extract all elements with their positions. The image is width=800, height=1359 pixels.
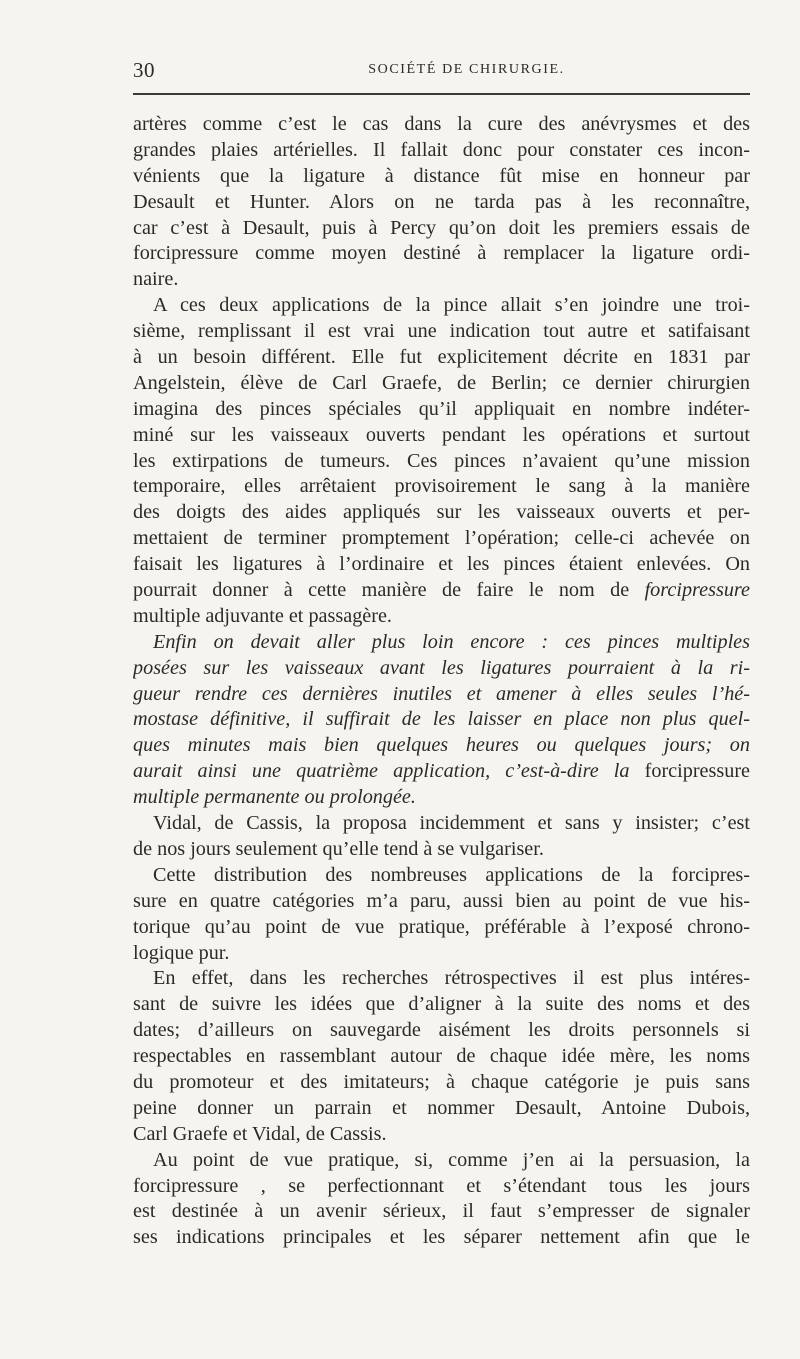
paragraph <box>133 863 750 967</box>
text-line: les extirpations de tumeurs. Ces pinces n’avaient qu’une mission <box>133 449 750 472</box>
page-header <box>133 58 750 86</box>
text-line: sième, remplissant il est vrai une indication tout autre et satifaisant <box>133 320 750 343</box>
text-line: forcipressure , se perfectionnant et s’étendant tous les jours <box>133 1174 750 1197</box>
header-rule <box>133 93 750 95</box>
text-line: imagina des pinces spéciales qu’il appliquait en nombre indéter- <box>133 397 750 420</box>
text-line: forcipressure comme moyen destiné à remplacer la ligature ordi- <box>133 242 750 265</box>
text-line: multiple adjuvante et passagère. <box>133 604 392 627</box>
text-line: logique pur. <box>133 941 230 964</box>
paragraph <box>133 112 750 293</box>
text-line <box>133 733 750 759</box>
paragraph <box>133 630 750 811</box>
text-line: A ces deux applications de la pince allait s’en joindre une troi- <box>153 294 750 317</box>
text-line <box>133 682 750 708</box>
text-line: temporaire, elles arrêtaient provisoirement le sang à la manière <box>133 475 750 498</box>
text-line: Vidal, de Cassis, la proposa incidemment et sans y insister; c’est <box>153 812 750 835</box>
paragraph <box>133 1148 750 1252</box>
text-line: du promoteur et des imitateurs; à chaque catégorie je puis sans <box>133 1070 750 1093</box>
text-line: artères comme c’est le cas dans la cure des anévrysmes et des <box>133 113 750 135</box>
text-line <box>133 656 750 682</box>
running-head: SOCIÉTÉ DE CHIRURGIE. <box>368 62 565 77</box>
text-line: Au point de vue pratique, si, comme j’en ai la persuasion, la <box>153 1148 750 1171</box>
text-line: de nos jours seulement qu’elle tend à se vulgariser. <box>133 837 544 860</box>
text-line: car c’est à Desault, puis à Percy qu’on doit les premiers essais de <box>133 216 750 239</box>
text-line: peine donner un parrain et nommer Desault, Antoine Dubois, <box>133 1096 750 1119</box>
paragraph <box>133 811 750 863</box>
italic-term: multiple permanente ou prolongée. <box>133 786 416 809</box>
italic-term: gueur rendre ces dernières inutiles et amener à elles seules l’hé- <box>133 682 750 705</box>
text-line <box>133 785 750 811</box>
text-line: respectables en rassemblant autour de chaque idée mère, les noms <box>133 1045 750 1068</box>
italic-term: ques minutes mais bien quelques heures ou quelques jours; on <box>133 734 750 757</box>
text-line: miné sur les vaisseaux ouverts pendant les opérations et surtout <box>133 423 750 446</box>
text-line: torique qu’au point de vue pratique, préférable à l’exposé chrono- <box>133 915 750 938</box>
text-line: à un besoin différent. Elle fut explicitement décrite en 1831 par <box>133 346 750 369</box>
text-line: sant de suivre les idées que d’aligner à la suite des noms et des <box>133 993 750 1016</box>
text-line: faisait les ligatures à l’ordinaire et les pinces étaient enlevées. On <box>133 553 750 576</box>
italic-term: aurait ainsi une quatrième application, c’est-à-dire la <box>133 760 645 783</box>
text-line: pourrait donner à cette manière de faire le nom de forcipressure <box>133 579 750 602</box>
text-line <box>133 630 750 656</box>
paragraph <box>133 966 750 1147</box>
text-line: En effet, dans les recherches rétrospectives il est plus intéres- <box>153 967 750 990</box>
paragraph <box>133 293 750 630</box>
italic-term: mostase définitive, il suffirait de les laisser en place non plus quel- <box>133 708 750 731</box>
text-line: naire. <box>133 268 179 291</box>
text-line: est destinée à un avenir sérieux, il faut s’empresser de signaler <box>133 1200 750 1223</box>
text-line: des doigts des aides appliqués sur les vaisseaux ouverts et per- <box>133 501 750 524</box>
text-line: mettaient de terminer promptement l’opération; celle-ci achevée on <box>133 527 750 550</box>
italic-term: forcipressure <box>644 579 750 602</box>
italic-term: posées sur les vaisseaux avant les ligatures pourraient à la ri- <box>133 656 750 679</box>
text-line: Cette distribution des nombreuses applications de la forcipres- <box>153 863 750 886</box>
body-text <box>133 112 750 1251</box>
text-line: sure en quatre catégories m’a paru, aussi bien au point de vue his- <box>133 889 750 912</box>
text-line: ses indications principales et les séparer nettement afin que le <box>133 1226 750 1249</box>
text-line: grandes plaies artérielles. Il fallait donc pour constater ces incon- <box>133 138 750 161</box>
text-line: Desault et Hunter. Alors on ne tarda pas à les reconnaître, <box>133 190 750 213</box>
text-line: vénients que la ligature à distance fût mise en honneur par <box>133 164 750 187</box>
text-line: Angelstein, élève de Carl Graefe, de Berlin; ce dernier chirurgien <box>133 371 750 394</box>
text-line: dates; d’ailleurs on sauvegarde aisément les droits personnels si <box>133 1019 750 1042</box>
text-line: aurait ainsi une quatrième application, c’est-à-dire la forcipressure <box>133 760 750 783</box>
text-line: Carl Graefe et Vidal, de Cassis. <box>133 1122 387 1145</box>
page-number: 30 <box>133 58 155 82</box>
text-line <box>133 707 750 733</box>
italic-term: Enfin on devait aller plus loin encore : ces pinces multiples <box>153 630 750 653</box>
